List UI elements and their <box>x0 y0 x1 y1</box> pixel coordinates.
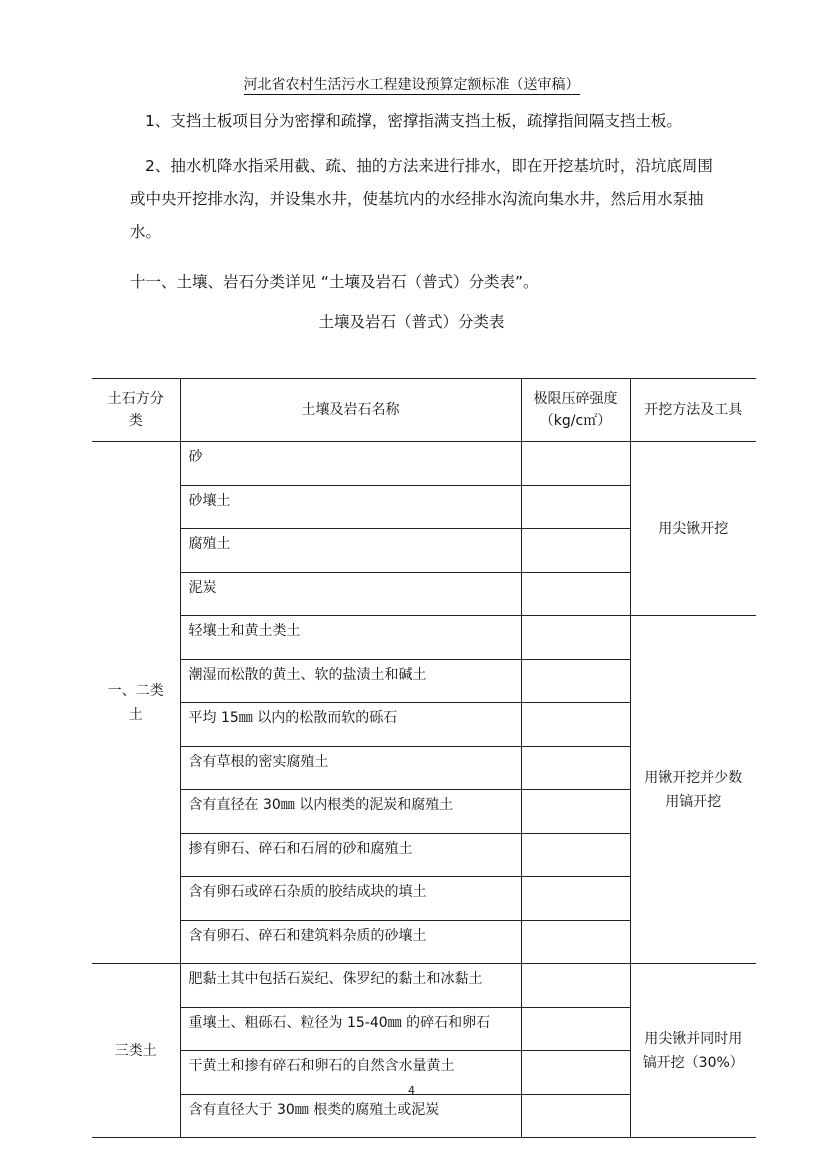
header-method: 开挖方法及工具 <box>630 379 756 442</box>
soil-name-cell: 含有卵石或碎石杂质的胶结成块的填土 <box>180 877 521 921</box>
table-row <box>92 964 756 1008</box>
paragraph-1: 1、支挡土板项目分为密撑和疏撑，密撑指满支挡土板，疏撑指间隔支挡土板。 <box>145 112 682 130</box>
page-number: 4 <box>408 1084 415 1097</box>
strength-cell <box>521 703 630 747</box>
soil-name-cell: 泥炭 <box>180 572 521 616</box>
table-header-row <box>92 379 756 442</box>
soil-name-cell: 含有直径在 30㎜ 以内根类的泥炭和腐殖土 <box>180 790 521 834</box>
soil-name-cell: 含有卵石、碎石和建筑料杂质的砂壤土 <box>180 920 521 964</box>
soil-name-cell: 轻壤土和黄土类土 <box>180 616 521 660</box>
table-row <box>92 442 756 486</box>
method-cell: 用尖锹开挖 <box>630 442 756 616</box>
category-cell-2: 三类土 <box>92 964 180 1138</box>
paragraph-2: 2、抽水机降水指采用截、疏、抽的方法来进行排水，即在开挖基坑时，沿坑底周围或中央开挖排水沟，并设集水井，使基坑内的水经排水沟流向集水井，然后用水泵抽水。 <box>130 157 713 241</box>
strength-cell <box>521 833 630 877</box>
soil-name-cell: 掺有卵石、碎石和石屑的砂和腐殖土 <box>180 833 521 877</box>
soil-name-cell: 砂壤土 <box>180 485 521 529</box>
method-cell: 用尖锹并同时用镐开挖（30%） <box>630 964 756 1138</box>
strength-cell <box>521 616 630 660</box>
strength-cell <box>521 529 630 573</box>
soil-name-cell: 重壤土、粗砾石、粒径为 15-40㎜ 的碎石和卵石 <box>180 1007 521 1051</box>
header-name: 土壤及岩石名称 <box>180 379 521 442</box>
strength-cell <box>521 485 630 529</box>
soil-name-cell: 含有草根的密实腐殖土 <box>180 746 521 790</box>
strength-cell <box>521 964 630 1008</box>
category-cell-1: 一、二类土 <box>92 442 180 964</box>
strength-cell <box>521 1007 630 1051</box>
header-strength: 极限压碎强度（kg/c㎡） <box>521 379 630 442</box>
soil-name-cell: 腐殖土 <box>180 529 521 573</box>
method-cell: 用锹开挖并少数用镐开挖 <box>630 616 756 964</box>
strength-cell <box>521 877 630 921</box>
strength-cell <box>521 659 630 703</box>
strength-cell <box>521 442 630 486</box>
strength-cell <box>521 1094 630 1138</box>
document-header: 河北省农村生活污水工程建设预算定额标准（送审稿） <box>243 77 580 93</box>
soil-name-cell: 潮湿而松散的黄土、软的盐渍土和碱土 <box>180 659 521 703</box>
header-category: 土石方分类 <box>92 379 180 442</box>
soil-name-cell: 肥黏土其中包括石炭纪、侏罗纪的黏土和冰黏土 <box>180 964 521 1008</box>
soil-name-cell: 干黄土和掺有碎石和卵石的自然含水量黄土 <box>180 1051 521 1095</box>
strength-cell <box>521 920 630 964</box>
table-title: 土壤及岩石（普式）分类表 <box>318 313 505 331</box>
strength-cell <box>521 746 630 790</box>
soil-name-cell: 砂 <box>180 442 521 486</box>
soil-name-cell: 平均 15㎜ 以内的松散而软的砾石 <box>180 703 521 747</box>
paragraph-3: 十一、土壤、岩石分类详见 “土壤及岩石（普式）分类表”。 <box>130 273 539 291</box>
table-row <box>92 616 756 660</box>
strength-cell <box>521 790 630 834</box>
soil-name-cell: 含有直径大于 30㎜ 根类的腐殖土或泥炭 <box>180 1094 521 1138</box>
soil-rock-classification-table <box>92 378 756 1138</box>
strength-cell <box>521 572 630 616</box>
